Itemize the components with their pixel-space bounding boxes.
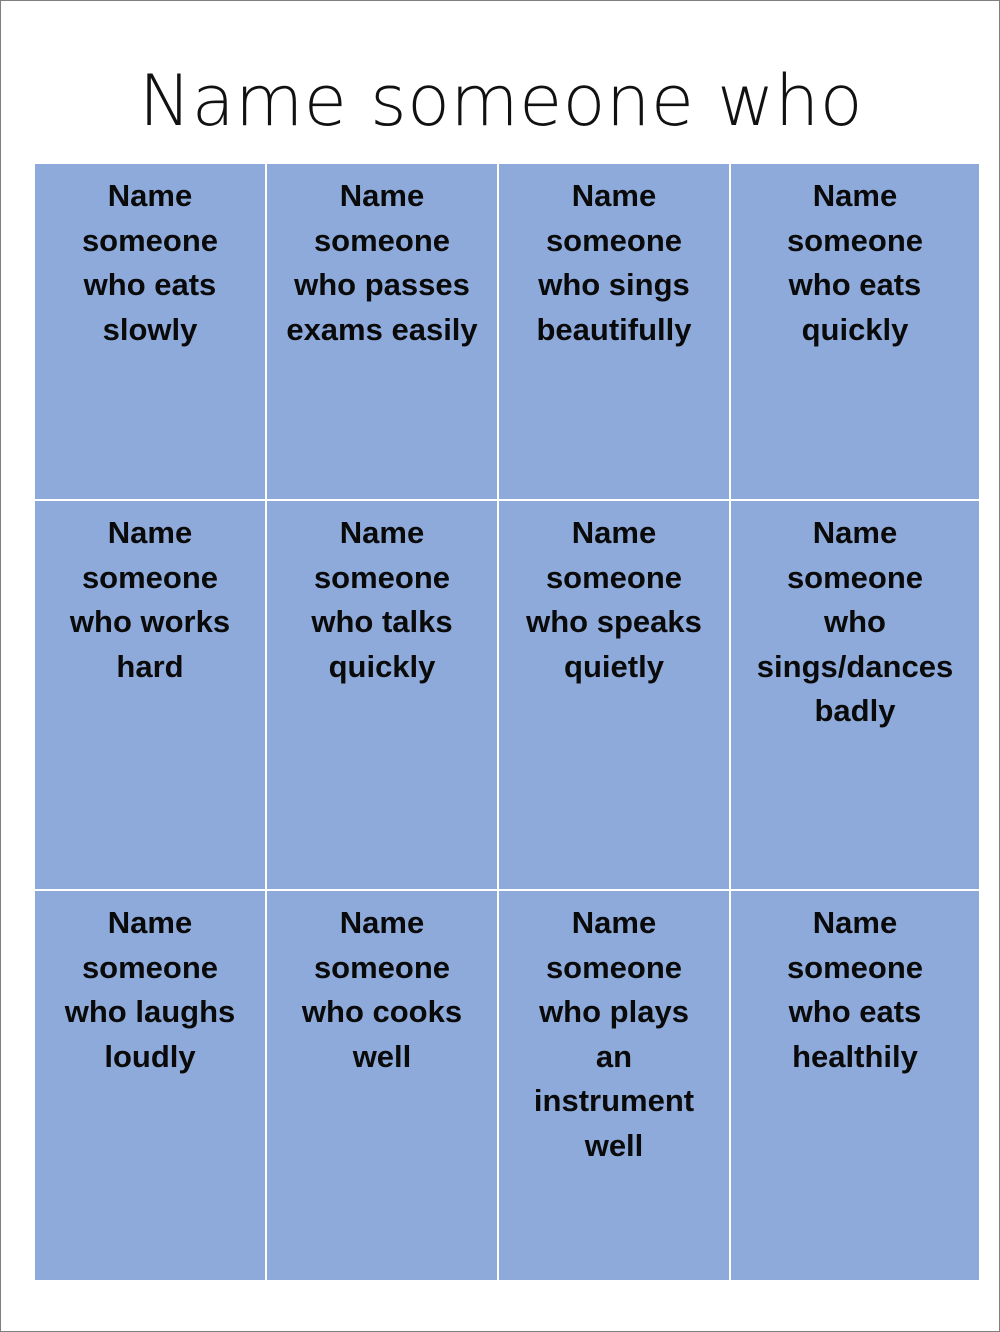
grid-cell — [730, 890, 980, 1281]
grid-cell — [34, 163, 266, 500]
cell-prompt: Name someone who plays an instrument well — [533, 905, 695, 1163]
activity-grid — [34, 163, 980, 1281]
grid-cell — [266, 500, 498, 890]
cell-prompt: Name someone who laughs loudly — [64, 905, 236, 1074]
cell-prompt: Name someone who talks quickly — [311, 515, 453, 684]
cell-prompt: Name someone who cooks well — [301, 905, 463, 1074]
grid-cell — [498, 890, 730, 1281]
grid-cell — [34, 500, 266, 890]
cell-prompt: Name someone who sings beautifully — [536, 178, 692, 347]
grid-cell — [266, 890, 498, 1281]
grid-cell — [34, 890, 266, 1281]
grid-cell — [266, 163, 498, 500]
cell-prompt: Name someone who passes exams easily — [286, 178, 478, 347]
cell-prompt: Name someone who eats healthily — [786, 905, 924, 1074]
grid-cell — [498, 500, 730, 890]
cell-prompt: Name someone who eats slowly — [81, 178, 219, 347]
page-title: Name someone who — [138, 60, 864, 142]
cell-prompt: Name someone who works hard — [69, 515, 231, 684]
grid-cell — [730, 500, 980, 890]
cell-prompt: Name someone who sings/dances badly — [756, 515, 954, 728]
cell-prompt: Name someone who eats quickly — [786, 178, 924, 347]
grid-cell — [498, 163, 730, 500]
grid-cell — [730, 163, 980, 500]
cell-prompt: Name someone who speaks quietly — [526, 515, 702, 684]
